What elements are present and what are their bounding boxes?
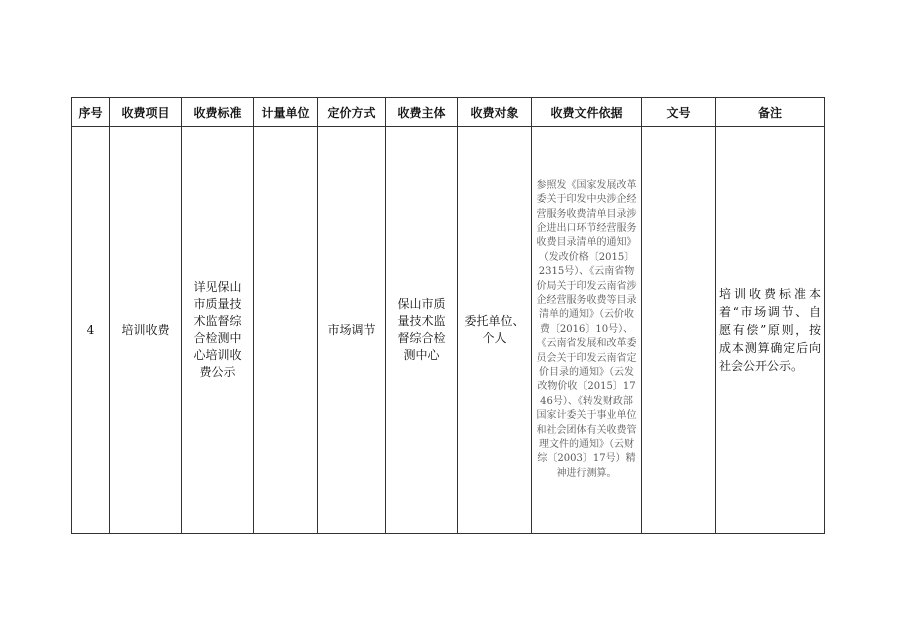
table-row <box>72 127 825 534</box>
header-row <box>72 98 825 127</box>
header-doc-no: 文号 <box>642 98 716 127</box>
cell-target <box>458 127 532 534</box>
header-basis: 收费文件依据 <box>532 98 642 127</box>
header-target: 收费对象 <box>458 98 532 127</box>
target-text: 委托单位、个人 <box>464 314 525 345</box>
remark-text: 培训收费标准本着“市场调节、自愿有偿”原则，按成本测算确定后向社会公开公示。 <box>719 287 821 373</box>
cell-seq <box>72 127 110 534</box>
header-subject: 收费主体 <box>386 98 458 127</box>
subject-text: 保山市质量技术监督综合检测中心 <box>397 297 446 362</box>
standard-text: 详见保山市质量技术监督综合检测中心培训收费公示 <box>193 280 242 379</box>
item-text: 培训收费 <box>121 322 170 337</box>
header-item: 收费项目 <box>110 98 182 127</box>
basis-text: 参照发《国家发展改革委关于印发中央涉企经营服务收费清单目录涉企进出口环节经营服务收费目录清单的通知》（发改价格〔2015〕2315号）、《云南省物价局关于印发云南省涉企经营服务收费等目录清单的通知》（云价收费〔2016〕10号）、《云南省发展和改革委员会关于印发云南省定价目录的通知》（云发改物价收〔2015〕1746号）、《转发财政部 国家计委关于事业单位和社会团体有关收费管理文件的通知》（云财综〔2003〕17号）精神进行测算。 <box>536 179 637 479</box>
seq-text: 4 <box>86 322 95 337</box>
cell-item <box>110 127 182 534</box>
pricing-text: 市场调节 <box>327 322 376 337</box>
cell-subject <box>386 127 458 534</box>
cell-unit <box>254 127 318 534</box>
header-standard: 收费标准 <box>182 98 254 127</box>
cell-basis <box>532 127 642 534</box>
header-remark: 备注 <box>716 98 825 127</box>
header-seq: 序号 <box>72 98 110 127</box>
header-unit: 计量单位 <box>254 98 318 127</box>
cell-remark <box>716 127 825 534</box>
cell-standard <box>182 127 254 534</box>
cell-doc-no <box>642 127 716 534</box>
cell-pricing <box>318 127 386 534</box>
fee-table <box>71 97 825 534</box>
header-pricing: 定价方式 <box>318 98 386 127</box>
